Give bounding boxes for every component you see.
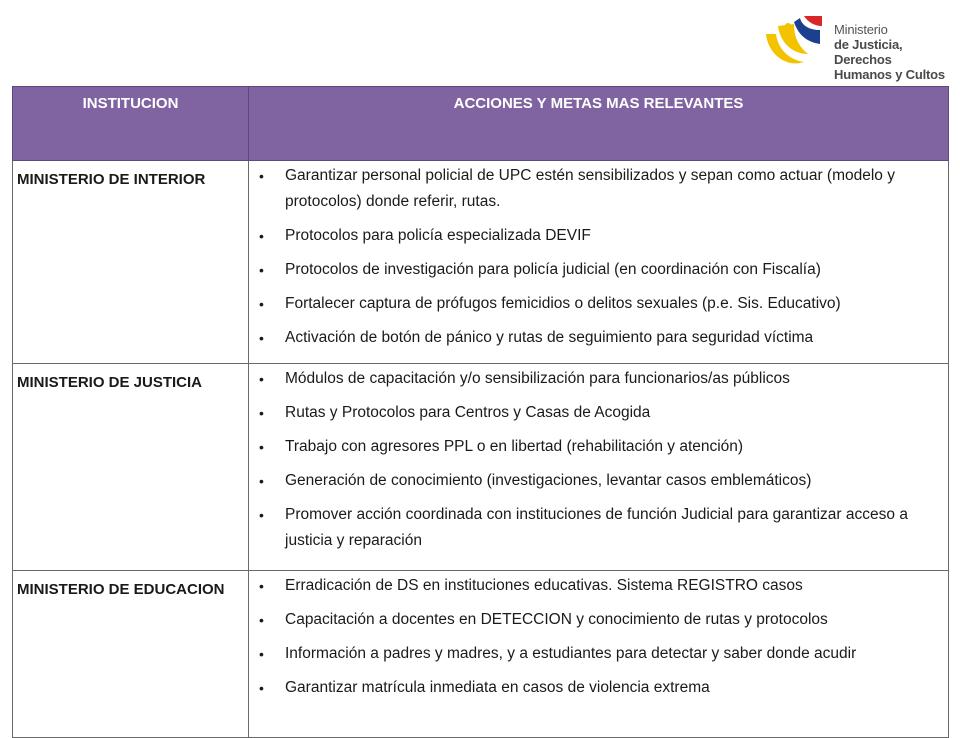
list-item: • Erradicación de DS en instituciones educativas. Sistema REGISTRO casos xyxy=(249,573,944,599)
institution-cell: MINISTERIO DE INTERIOR xyxy=(13,161,249,364)
list-item: • Activación de botón de pánico y rutas de seguimiento para seguridad víctima xyxy=(249,325,944,351)
actions-list xyxy=(249,366,944,554)
list-item: • Protocolos para policía especializada DEVIF xyxy=(249,223,944,249)
header-institution: INSTITUCION xyxy=(13,87,249,161)
actions-list xyxy=(249,163,944,351)
table-header-row xyxy=(13,87,949,161)
table-row xyxy=(13,571,949,738)
logo-line-3: Humanos y Cultos xyxy=(834,67,945,82)
list-item: • Garantizar matrícula inmediata en casos de violencia extrema xyxy=(249,675,944,701)
list-item: • Protocolos de investigación para policía judicial (en coordinación con Fiscalía) xyxy=(249,257,944,283)
table-row xyxy=(13,364,949,571)
table-row xyxy=(13,161,949,364)
actions-cell xyxy=(249,571,949,738)
list-item: • Información a padres y madres, y a estudiantes para detectar y saber donde acudir xyxy=(249,641,944,667)
actions-list xyxy=(249,573,944,701)
logo-line-2: de Justicia, Derechos xyxy=(834,37,903,67)
logo-line-1: Ministerio xyxy=(834,22,888,37)
list-item: • Rutas y Protocolos para Centros y Casas de Acogida xyxy=(249,400,944,426)
actions-cell xyxy=(249,161,949,364)
list-item: • Fortalecer captura de prófugos femicidios o delitos sexuales (p.e. Sis. Educativo) xyxy=(249,291,944,317)
list-item: • Generación de conocimiento (investigaciones, levantar casos emblemáticos) xyxy=(249,468,944,494)
header-actions: ACCIONES Y METAS MAS RELEVANTES xyxy=(249,87,949,161)
actions-cell xyxy=(249,364,949,571)
institution-cell: MINISTERIO DE JUSTICIA xyxy=(13,364,249,571)
institution-cell: MINISTERIO DE EDUCACION xyxy=(13,571,249,738)
list-item: • Trabajo con agresores PPL o en libertad (rehabilitación y atención) xyxy=(249,434,944,460)
list-item: • Garantizar personal policial de UPC estén sensibilizados y sepan como actuar (modelo y protocolos) donde referir, rutas. xyxy=(249,163,944,215)
actions-table xyxy=(12,86,949,738)
list-item: • Promover acción coordinada con instituciones de función Judicial para garantizar acceso a justicia y reparación xyxy=(249,502,944,554)
logo-text xyxy=(834,22,960,82)
list-item: • Capacitación a docentes en DETECCION y conocimiento de rutas y protocolos xyxy=(249,607,944,633)
ministry-emblem-icon xyxy=(760,12,832,72)
ministry-logo xyxy=(760,8,960,82)
list-item: • Módulos de capacitación y/o sensibilización para funcionarios/as públicos xyxy=(249,366,944,392)
